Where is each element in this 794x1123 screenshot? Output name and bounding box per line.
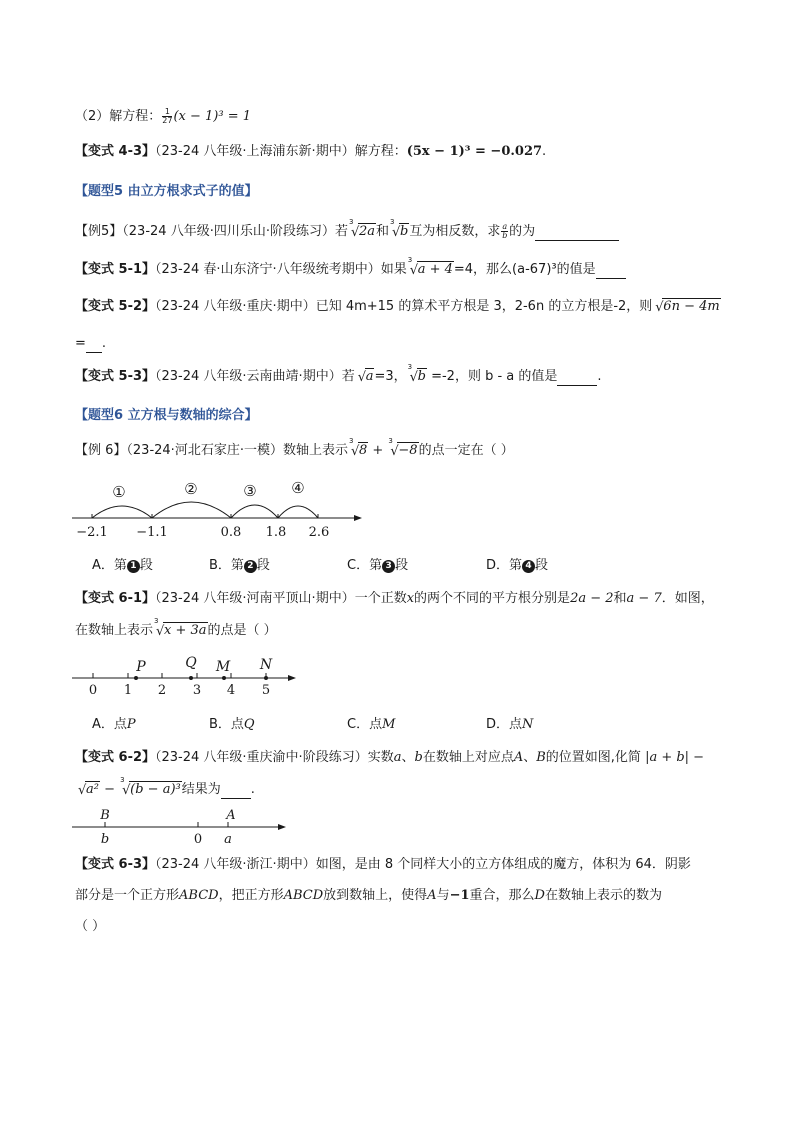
point-q — [189, 676, 193, 680]
fraction: $\frac{a}{b}$ — [502, 222, 508, 240]
tick-label: 2.6 — [308, 525, 330, 540]
point-p — [134, 676, 138, 680]
option-b[interactable]: B．点Q — [209, 717, 255, 732]
cube-root: 3 √ b — [407, 363, 426, 385]
option-c[interactable]: C．点M — [347, 717, 396, 732]
answer-blank[interactable] — [221, 785, 251, 799]
option-c[interactable]: C．第 3 段 — [347, 558, 409, 573]
tick-label: 0 — [88, 683, 98, 698]
value-a: a — [224, 832, 232, 847]
tick-label: 1 — [123, 683, 133, 698]
arc-label-2: ② — [184, 480, 198, 498]
tick-label: −2.1 — [76, 525, 108, 540]
example-5: 【例5】（23-24 八年级·四川乐山·阶段练习）若 3 √ 2a和 3 √ b互为相反数，求 $\frac{a}{b}$ 的为 — [75, 223, 619, 241]
section-heading-5: 【题型5 由立方根求式子的值】 — [75, 184, 258, 199]
example-6: 【例 6】（23-24·河北石家庄·一模）数轴上表示 3 √ 8 + 3 √ −8的点一定在（ ） — [75, 437, 514, 459]
arc-4 — [278, 506, 318, 518]
equation-line-2: （2）解方程： $\frac{1}{27}$ (x − 1)³ = 1 — [75, 107, 252, 125]
tick-label: −1.1 — [136, 525, 168, 540]
variant-6-3: 【变式 6-3】（23-24 八年级·浙江·期中）如图，是由 8 个同样大小的立方体组成的魔方，体积为 64．阴影 — [75, 857, 691, 872]
square-root: √ 6n − 4m — [655, 299, 720, 315]
arc-label-4: ④ — [291, 479, 305, 497]
cube-root: 3 √ −8 — [388, 437, 418, 459]
variant-6-3-choice: （ ） — [75, 919, 106, 934]
square-root: √ a — [357, 369, 374, 385]
option-d[interactable]: D．第 4 段 — [486, 558, 549, 573]
arc-3 — [231, 505, 278, 518]
point-label-a-upper: A — [226, 808, 236, 823]
variant-6-1-cont: 在数轴上表示 3 √ x + 3a的点是（ ） — [75, 617, 277, 639]
point-label: N — [259, 657, 273, 673]
zero-label: 0 — [193, 832, 203, 847]
answer-blank[interactable] — [596, 265, 626, 279]
square-root: √ a² — [78, 782, 99, 798]
cube-root: 3 √ x + 3a — [154, 617, 207, 639]
tick-label: 1.8 — [265, 525, 287, 540]
point-label: Q — [185, 655, 197, 671]
variant-6-2: 【变式 6-2】（23-24 八年级·重庆渝中·阶段练习）实数a、b在数轴上对应点A、B的位置如图,化简 |a + b| − — [75, 750, 705, 765]
tick-label: 0.8 — [220, 525, 242, 540]
answer-blank[interactable] — [535, 227, 619, 241]
arc-2 — [152, 502, 231, 518]
variant-5-3: 【变式 5-3】（23-24 八年级·云南曲靖·期中）若 √ a=3， 3 √ b =-2，则 b - a 的值是 . — [75, 363, 602, 385]
axis-arrow — [288, 675, 296, 681]
variant-5-2-cont: = . — [75, 336, 107, 351]
tick-label: 5 — [261, 683, 271, 698]
number-line-segments — [70, 476, 370, 542]
section-heading-6: 【题型6 立方根与数轴的综合】 — [75, 408, 258, 423]
fraction: $\frac{1}{27}$ — [162, 107, 173, 125]
option-d[interactable]: D．点N — [486, 717, 534, 732]
point-m — [222, 676, 226, 680]
point-n — [264, 676, 268, 680]
cube-root: 3 √ 8 — [348, 437, 368, 459]
tick-label: 3 — [192, 683, 202, 698]
option-a[interactable]: A．第 1 段 — [92, 558, 153, 573]
cube-root: 3 √ a + 4 — [407, 256, 453, 278]
arc-label-3: ③ — [243, 482, 257, 500]
variant-5-2: 【变式 5-2】（23-24 八年级·重庆·期中）已知 4m+15 的算术平方根是 3，2-6n 的立方根是-2，则 √ 6n − 4m — [75, 299, 720, 315]
cube-root: 3 √ 2a — [348, 218, 375, 240]
variant-6-3-cont: 部分是一个正方形ABCD，把正方形ABCD放到数轴上，使得A与−1重合，那么D在数轴上表示的数为 — [75, 888, 662, 903]
variant-4-3: 【变式 4-3】（23-24 八年级·上海浦东新·期中）解方程：(5x − 1)³ = −0.027. — [75, 144, 547, 159]
variant-5-1: 【变式 5-1】（23-24 春·山东济宁·八年级统考期中）如果 3 √ a + 4=4，那么(a-67)³的值是 — [75, 261, 626, 279]
answer-blank[interactable] — [557, 372, 597, 386]
answer-blank[interactable] — [86, 339, 102, 353]
number-line-pqmn — [70, 652, 310, 700]
tick-label: 4 — [226, 683, 236, 698]
variant-6-2-cont: √ a² − 3 √ (b − a)³结果为 . — [78, 776, 255, 798]
value-b: b — [100, 832, 110, 847]
option-a[interactable]: A．点P — [92, 717, 136, 732]
option-b[interactable]: B．第 2 段 — [209, 558, 270, 573]
axis-arrow — [278, 824, 286, 830]
point-label: P — [136, 659, 146, 675]
cube-root: 3 √ (b − a)³ — [120, 776, 181, 798]
arc-1 — [92, 506, 152, 518]
variant-6-1: 【变式 6-1】（23-24 八年级·河南平顶山·期中）一个正数x的两个不同的平方根分别是2a − 2和a − 7．如图， — [75, 591, 714, 606]
point-label-b-upper: B — [100, 808, 110, 823]
tick-label: 2 — [157, 683, 167, 698]
cube-root: 3 √ b — [390, 218, 409, 240]
arc-label-1: ① — [112, 483, 126, 501]
number-line-ab — [70, 806, 300, 848]
axis-arrow — [354, 515, 362, 521]
point-label: M — [215, 659, 231, 675]
